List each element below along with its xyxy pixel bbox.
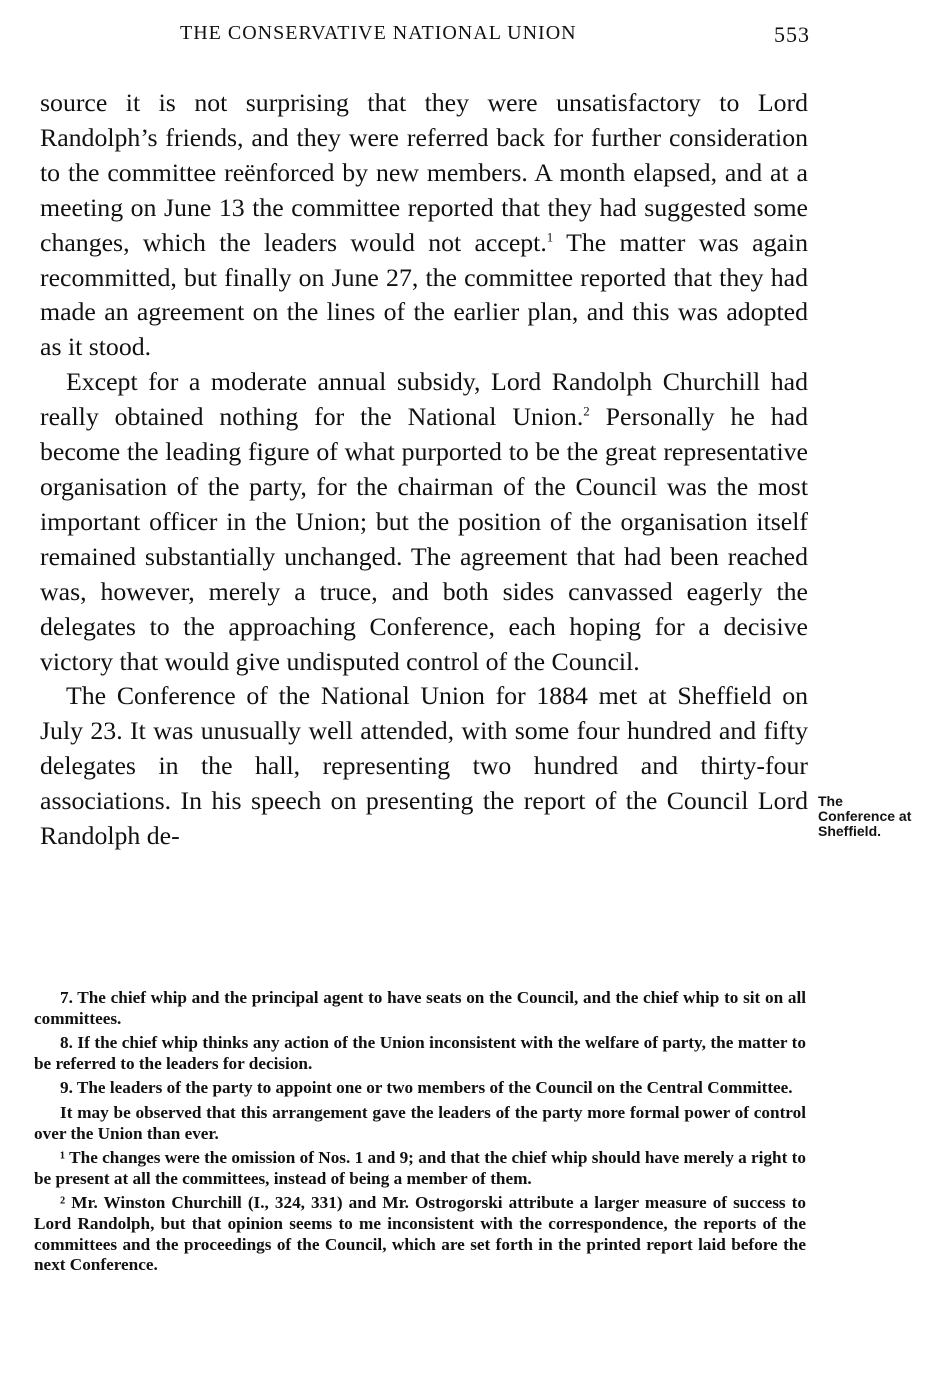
margin-note: The Conference at Sheffield.	[818, 793, 912, 839]
footnote-ref: 1	[546, 230, 554, 245]
footnote: 9. The leaders of the party to appoint one or two members of the Council on the Central Committee.	[60, 1078, 793, 1098]
footnote: ² Mr. Winston Churchill (I., 324, 331) and Mr. Ostrogorski attribute a larger measure of success to Lord Randolph, but that opinion seems to me inconsistent with the correspondence, the reports of the committees and the proceedings of the Council, which are set forth in the printed report laid before the next Conference.	[34, 1193, 806, 1275]
footnote: ¹ The changes were the omission of Nos. 1 and 9; and that the chief whip should have merely a right to be present at all the committees, instead of being a member of them.	[34, 1148, 806, 1188]
body-paragraph	[40, 365, 808, 679]
running-head-title: THE CONSERVATIVE NATIONAL UNION	[180, 22, 577, 44]
paragraph-text: Except for a moderate annual subsidy, Lord Randolph Churchill had really obtained nothing for the National Union.	[40, 367, 808, 432]
footnote: 7. The chief whip and the principal agent to have seats on the Council, and the chief whip to sit on all committees.	[34, 988, 806, 1028]
page-number: 553	[774, 22, 810, 47]
footnote: It may be observed that this arrangement gave the leaders of the party more formal power of control over the Union than ever.	[34, 1102, 806, 1143]
running-head	[40, 22, 810, 52]
paragraph-text: The matter was again recommitted, but finally on June 27, the committee reported that they had made an agreement on the lines of the earlier plan, and this was adopted as it stood.	[40, 227, 808, 362]
body-paragraph	[40, 679, 808, 854]
body-text	[40, 86, 808, 854]
footnote-ref: 2	[583, 404, 590, 419]
footnotes	[34, 988, 806, 1280]
paragraph-text: source it is not surprising that they were unsatisfactory to Lord Randolph’s friends, and they were referred back for further consideration to the committee reënforced by new members. A month elapsed, and at a meeting on June 13 the committee reported that they had suggested some changes, which the leaders would not accept.	[40, 88, 808, 257]
footnote: 8. If the chief whip thinks any action of the Union inconsistent with the welfare of party, the matter to be referred to the leaders for decision.	[34, 1033, 806, 1073]
body-paragraph	[40, 86, 808, 365]
paragraph-text: The Conference of the National Union for 1884 met at Sheffield on July 23. It was unusually well attended, with some four hundred and fifty delegates in the hall, representing two hundred and thirty-four associations. In his speech on presenting the report of the Council Lord Randolph de-	[40, 681, 808, 851]
paragraph-text: Personally he had become the leading figure of what purported to be the great representative organisation of the party, for the chairman of the Council was the most important officer in the Union; but the position of the organisation itself remained substantially unchanged. The agreement that had been reached was, however, merely a truce, and both sides canvassed eagerly the delegates to the approaching Conference, each hoping for a decisive victory that would give undisputed control of the Council.	[40, 402, 809, 676]
